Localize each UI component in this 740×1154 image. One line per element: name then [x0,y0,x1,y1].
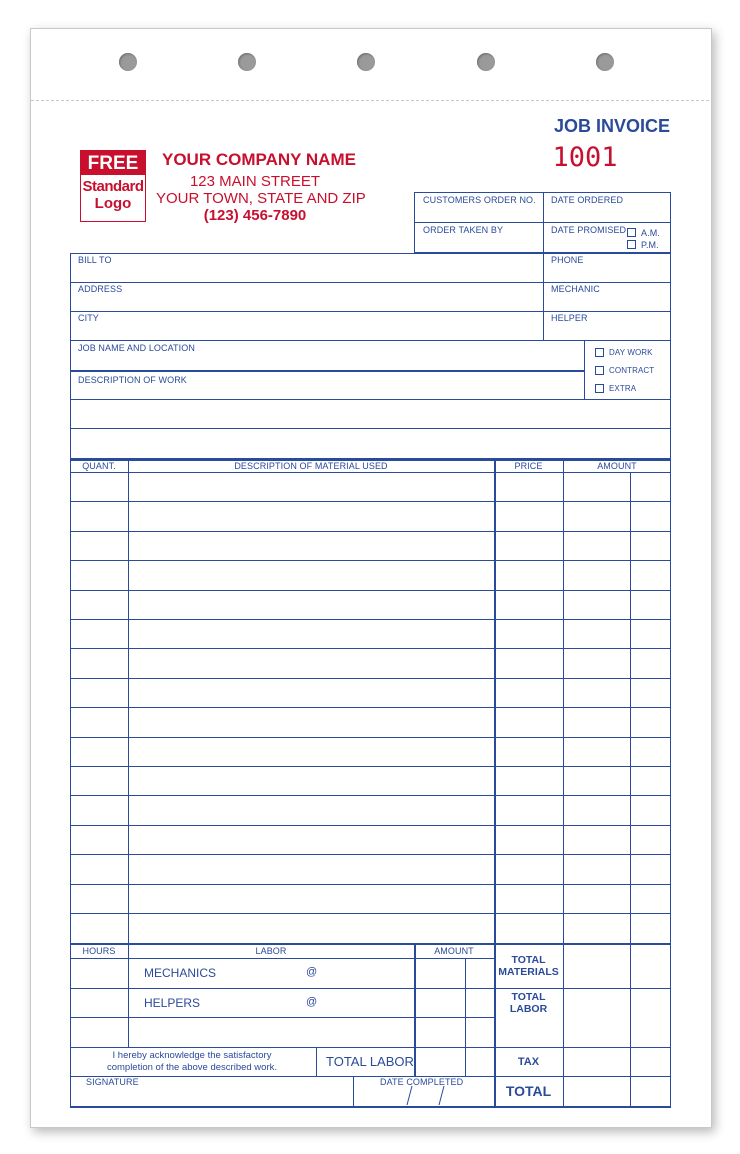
pm-checkbox[interactable] [627,240,636,249]
material-row-line [70,472,671,473]
am-label: A.M. [641,228,660,238]
material-row-line [70,737,671,738]
grand-total-label: TOTAL [505,1083,552,1099]
contract-label: CONTRACT [609,366,655,375]
company-logo [80,150,146,222]
price-header: PRICE [514,461,543,471]
tax-label: TAX [517,1056,540,1068]
order-taken-by-label: ORDER TAKEN BY [423,225,504,235]
pm-label: P.M. [641,240,659,250]
logo-free-text: FREE [81,151,145,175]
description-of-work-label: DESCRIPTION OF WORK [78,375,187,385]
date-ordered-label: DATE ORDERED [551,195,624,205]
binder-hole [596,53,614,71]
total-labor-label: TOTAL LABOR [509,991,548,1015]
am-checkbox[interactable] [627,228,636,237]
date-slashes [400,1084,450,1106]
binder-hole [477,53,495,71]
total-materials-label: TOTAL MATERIALS [498,954,559,978]
job-name-label: JOB NAME AND LOCATION [78,343,195,353]
day-work-checkbox[interactable] [595,348,604,357]
material-row-line [70,795,671,796]
logo-logo-text: Logo [94,195,132,212]
contract-checkbox[interactable] [595,366,604,375]
material-description-header: DESCRIPTION OF MATERIAL USED [234,461,388,471]
date-completed-label: DATE COMPLETED [380,1077,464,1087]
logo-standard-text: Standard [82,178,144,195]
material-row-line [70,884,671,885]
material-row-line [70,648,671,649]
extra-label: EXTRA [609,384,637,393]
extra-checkbox[interactable] [595,384,604,393]
invoice-title: JOB INVOICE [553,116,670,136]
phone-label: PHONE [551,255,584,265]
material-row-line [70,913,671,914]
city-label: CITY [78,313,99,323]
material-row-line [70,501,671,502]
material-row-line [70,590,671,591]
binder-hole [119,53,137,71]
signature-label: SIGNATURE [86,1077,139,1087]
acknowledgement-text: I hereby acknowledge the satisfactory completion of the above described work. [106,1050,278,1073]
binder-hole [238,53,256,71]
company-phone: (123) 456-7890 [203,207,307,224]
invoice-number: 1001 [552,142,618,173]
material-row-line [70,766,671,767]
company-name: YOUR COMPANY NAME [162,150,356,169]
helper-label: HELPER [551,313,588,323]
material-row-line [70,531,671,532]
bill-to-label: BILL TO [78,255,112,265]
binder-hole [357,53,375,71]
material-row-line [70,825,671,826]
material-row-line [70,678,671,679]
material-row-line [70,560,671,561]
material-row-line [70,854,671,855]
helpers-label: HELPERS [144,996,201,1010]
day-work-label: DAY WORK [609,348,653,357]
perforation-line [31,100,709,101]
material-row-line [70,619,671,620]
address-label: ADDRESS [78,284,123,294]
helpers-at: @ [306,996,318,1008]
mechanic-label: MECHANIC [551,284,600,294]
company-street: 123 MAIN STREET [189,173,321,190]
company-city: YOUR TOWN, STATE AND ZIP [156,190,366,207]
mechanics-label: MECHANICS [144,966,217,980]
material-row-line [70,707,671,708]
date-promised-label: DATE PROMISED [551,225,627,235]
labor-amount-header: AMOUNT [434,946,474,956]
amount-header: AMOUNT [597,461,637,471]
mechanics-at: @ [306,966,318,978]
labor-header: LABOR [255,946,287,956]
hours-header: HOURS [82,946,116,956]
total-labor-left-label: TOTAL LABOR [326,1054,414,1069]
quant-header: QUANT. [82,461,116,471]
customers-order-no-label: CUSTOMERS ORDER NO. [423,195,536,205]
